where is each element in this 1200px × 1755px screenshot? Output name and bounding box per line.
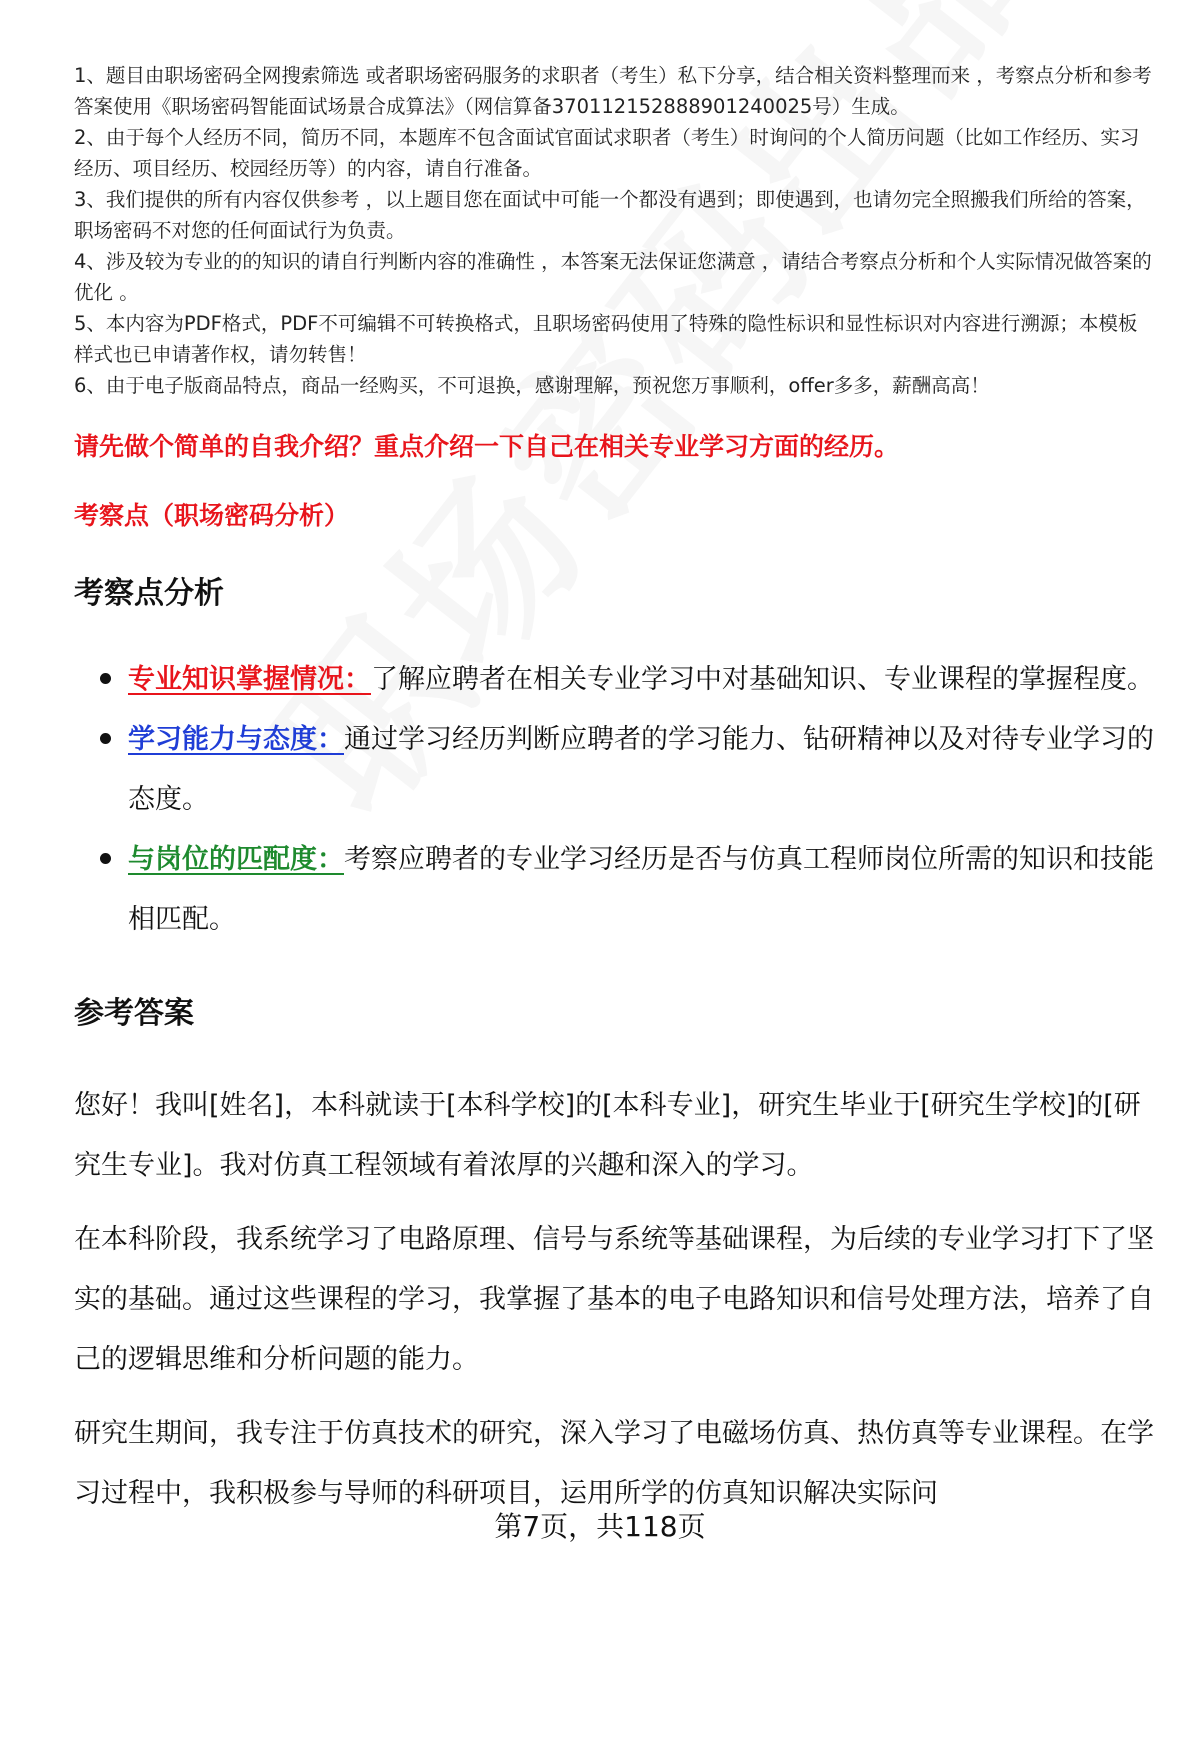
- analysis-text: 了解应聘者在相关专业学习中对基础知识、专业课程的掌握程度。: [371, 664, 1154, 695]
- notice-item: 5、本内容为PDF格式，PDF不可编辑不可转换格式，且职场密码使用了特殊的隐性标识和显性标识对内容进行溯源；本模板样式也已申请著作权，请勿转售！: [74, 312, 1138, 366]
- analysis-keyword: 学习能力与态度：: [128, 724, 344, 755]
- analysis-text: 通过学习经历判断应聘者的学习能力、钻研精神以及对待专业学习的态度。: [128, 724, 1154, 815]
- question-title: 请先做个简单的自我介绍？重点介绍一下自己在相关专业学习方面的经历。: [74, 432, 900, 461]
- answer-paragraph: 在本科阶段，我系统学习了电路原理、信号与系统等基础课程，为后续的专业学习打下了坚实的基础。通过这些课程的学习，我掌握了基本的电子电路知识和信号处理方法，培养了自己的逻辑思维和分析问题的能力。: [74, 1224, 1154, 1375]
- analysis-point: [128, 710, 1154, 830]
- document-page: [74, 60, 1154, 1524]
- analysis-list: [74, 650, 1154, 950]
- notice-item: 4、涉及较为专业的的知识的请自行判断内容的准确性 ，本答案无法保证您满意 ，请结合考察点分析和个人实际情况做答案的优化 。: [74, 250, 1152, 304]
- notice-item: 6、由于电子版商品特点，商品一经购买，不可退换，感谢理解，预祝您万事顺利，offer多多，薪酬高高！: [74, 374, 990, 397]
- bullet-icon: [100, 673, 111, 684]
- analysis-keyword: 与岗位的匹配度：: [128, 844, 344, 875]
- bullet-icon: [100, 853, 111, 864]
- analysis-heading: 考察点分析: [74, 576, 224, 611]
- answer-paragraph: 您好！我叫[姓名]，本科就读于[本科学校]的[本科专业]，研究生毕业于[研究生学校]的[研究生专业]。我对仿真工程领域有着浓厚的兴趣和深入的学习。: [74, 1090, 1141, 1181]
- analysis-point: [128, 830, 1154, 950]
- answer-body: [74, 1076, 1154, 1524]
- bullet-icon: [100, 733, 111, 744]
- analysis-keyword: 专业知识掌握情况：: [128, 664, 371, 695]
- notice-item: 2、由于每个人经历不同，简历不同，本题库不包含面试官面试求职者（考生）时询问的个人简历问题（比如工作经历、实习经历、项目经历、校园经历等）的内容，请自行准备。: [74, 126, 1140, 180]
- notice-item: 1、题目由职场密码全网搜索筛选 或者职场密码服务的求职者（考生）私下分享，结合相关资料整理而来 ，考察点分析和参考答案使用《职场密码智能面试场景合成算法》（网信算备370112152888901240025号）生成。: [74, 64, 1152, 118]
- notice-item: 3、我们提供的所有内容仅供参考 ，以上题目您在面试中可能一个都没有遇到；即使遇到，也请勿完全照搬我们所给的答案，职场密码不对您的任何面试行为负责。: [74, 188, 1146, 242]
- notice-block: [74, 60, 1154, 401]
- answer-paragraph: 研究生期间，我专注于仿真技术的研究，深入学习了电磁场仿真、热仿真等专业课程。在学习过程中，我积极参与导师的科研项目，运用所学的仿真知识解决实际问: [74, 1418, 1154, 1509]
- analysis-subtitle: 考察点（职场密码分析）: [74, 501, 350, 530]
- page-footer: 第7页，共118页: [494, 1510, 706, 1543]
- analysis-point: [128, 650, 1154, 710]
- answer-heading: 参考答案: [74, 996, 194, 1031]
- analysis-text: 考察应聘者的专业学习经历是否与仿真工程师岗位所需的知识和技能相匹配。: [128, 844, 1154, 935]
